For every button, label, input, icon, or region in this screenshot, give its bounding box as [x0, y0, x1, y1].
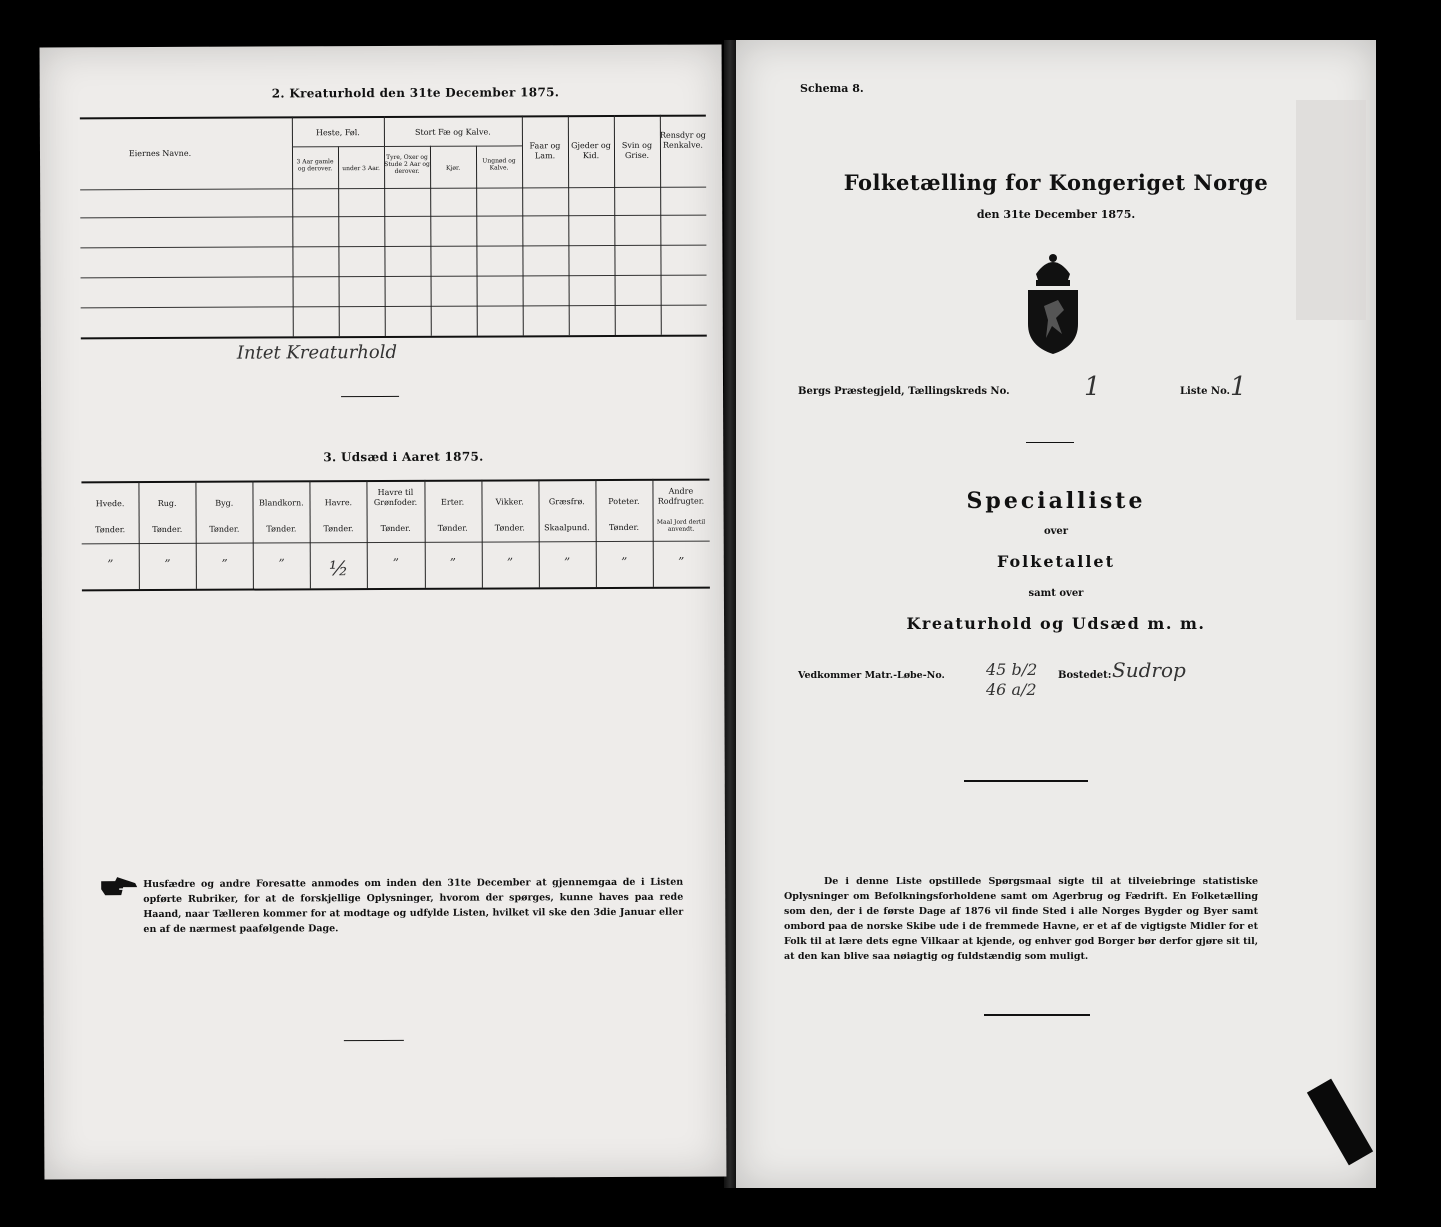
- header-cattle: Stort Fæ og Kalve.: [415, 127, 491, 137]
- left-page: [40, 45, 727, 1180]
- main-title: Folketælling for Kongeriget Norge: [843, 170, 1269, 195]
- header-bottom-rule: [80, 187, 706, 191]
- seed-col-unit: Tønder.: [608, 522, 640, 533]
- census-date: den 31te December 1875.: [976, 208, 1136, 221]
- header-horses-old: 3 Aar gamle og derover.: [296, 158, 334, 173]
- seed-value: ”: [221, 556, 228, 571]
- seed-value: ”: [278, 556, 285, 571]
- seed-value: ”: [621, 554, 628, 569]
- header-cattle-cows: Kjør.: [446, 164, 461, 172]
- header-sheep: Faar og Lam.: [529, 141, 561, 161]
- liste-no: 1: [1230, 372, 1247, 402]
- seed-col-unit: Tønder.: [494, 523, 525, 533]
- liste-label: Liste No.: [1180, 386, 1231, 397]
- seed-value: ”: [506, 555, 514, 570]
- seed-table-top: [81, 479, 709, 484]
- seed-table-bottom: [82, 587, 710, 592]
- seed-value: ”: [563, 555, 571, 570]
- schema-label: Schema 8.: [800, 82, 864, 95]
- seed-col-name: Rug.: [157, 498, 177, 508]
- kreds-no: 1: [1084, 372, 1101, 402]
- seed-col-name: Vikker.: [495, 497, 524, 507]
- col-line: [430, 146, 432, 336]
- header-pigs: Svin og Grise.: [621, 140, 653, 160]
- coat-of-arms-icon: [1022, 250, 1084, 356]
- seed-col-name: Blandkorn.: [258, 498, 304, 508]
- seed-col-name: Andre Rodfrugter.: [657, 486, 705, 506]
- separator: [964, 780, 1088, 782]
- handwritten-no-livestock: Intet Kreaturhold: [236, 341, 398, 364]
- separator: [341, 396, 399, 397]
- seed-value: ”: [107, 557, 114, 572]
- table-top-rule: [80, 115, 706, 120]
- seed-value: ½: [328, 556, 349, 581]
- seed-col-name: Erter.: [441, 497, 465, 507]
- over-label: over: [1043, 526, 1069, 537]
- header-goats: Gjeder og Kid.: [571, 141, 611, 161]
- section3-title: 3. Udsæd i Aaret 1875.: [323, 449, 484, 465]
- seed-value: ”: [392, 555, 399, 570]
- seed-value: ”: [449, 555, 456, 570]
- header-cattle-young: Ungnød og Kalve.: [482, 157, 516, 172]
- seed-value: ”: [678, 554, 685, 569]
- seed-col-unit: Tønder.: [323, 524, 354, 534]
- specialliste-title: Specialliste: [966, 488, 1146, 514]
- purpose-note: De i denne Liste opstillede Spørgsmaal sigte til at tilveiebringe statistiske Oplysninger om Befolkningsforholdene samt om Agerbrug og Fædrift. En Folketælling som den, der i de første Dage af 1876 vil finde Sted i alle Norges Bygder og Byer samt ombord paa de norske Skibe ude i de fremmede Havne, er et af de vigtigste Midler for et Folk til at lære dets egne Vilkaar at kjende, og enhver god Borger bør derfor gjøre sit til, at den kan blive saa nøiagtig og fuldstændig som muligt.: [784, 876, 1258, 962]
- matr-label: Vedkommer Matr.-Løbe-No.: [798, 670, 945, 681]
- samt-over-label: samt over: [1028, 588, 1084, 599]
- book-spine: [724, 40, 736, 1188]
- right-page: [736, 40, 1376, 1188]
- matr-value-1: 45 b/2: [986, 660, 1038, 679]
- instruction-note: Husfædre og andre Foresatte anmodes om inden den 31te December at gjennemgaa de i Listen opførte Rubriker, for at de forskjellige Oplysninger, hvorom der spørges, kunne haves paa rede Haand, naar Tælleren kommer for at modtage og udfylde Listen, hvilket vil ske den 3die Januar eller en af de nærmest paafølgende Dage.: [143, 876, 684, 936]
- col-line: [292, 116, 294, 336]
- seed-value: ”: [164, 556, 171, 571]
- seed-col-unit: Tønder.: [152, 524, 183, 535]
- seed-col-name: Havre til Grønfoder.: [373, 487, 418, 508]
- kreaturhold-label: Kreaturhold og Udsæd m. m.: [906, 614, 1206, 633]
- seed-col-unit: Skaalpund.: [544, 523, 590, 533]
- row-line: [81, 305, 707, 309]
- seed-col-name: Havre.: [324, 498, 353, 508]
- separator: [984, 1014, 1090, 1016]
- section2-title: 2. Kreaturhold den 31te December 1875.: [271, 85, 560, 101]
- header-horses-young: under 3 Aar.: [342, 165, 380, 173]
- row-line: [81, 275, 707, 279]
- seed-col-name: Græsfrø.: [548, 497, 585, 507]
- col-line: [384, 116, 386, 336]
- row-line: [80, 215, 706, 219]
- bosted-value: Sudrop: [1112, 658, 1186, 682]
- col-line: [338, 146, 340, 336]
- seed-col-unit: Tønder.: [209, 524, 240, 534]
- seed-col-name: Poteter.: [608, 496, 640, 507]
- seed-col-unit: Tønder.: [266, 524, 297, 534]
- pointing-hand-icon: [99, 875, 139, 899]
- folketallet-label: Folketallet: [997, 552, 1115, 571]
- seed-col-name: Byg.: [215, 498, 234, 508]
- subheader-rule: [292, 145, 522, 147]
- table-bottom-rule: [81, 335, 707, 340]
- separator: [344, 1040, 404, 1041]
- seed-col-unit: Maal Jord dertil anvendt.: [656, 518, 706, 533]
- header-cattle-bulls: Tyre, Oxer og Stude 2 Aar og derover.: [384, 153, 430, 175]
- seed-col-name: Hvede.: [95, 499, 125, 509]
- seed-header-rule: [82, 541, 710, 545]
- header-owner: Eiernes Navne.: [128, 148, 192, 159]
- header-reindeer: Rensdyr og Renkalve.: [659, 130, 706, 150]
- seed-col-unit: Tønder.: [95, 525, 126, 535]
- col-line: [476, 146, 478, 336]
- seed-col-unit: Tønder.: [380, 523, 411, 534]
- seed-col-unit: Tønder.: [437, 523, 468, 533]
- bosted-label: Bostedet:: [1058, 670, 1112, 681]
- header-horses: Heste, Føl.: [315, 128, 360, 138]
- matr-value-2: 46 a/2: [986, 680, 1037, 699]
- parish-label: Bergs Præstegjeld, Tællingskreds No.: [798, 386, 1010, 397]
- row-line: [80, 245, 706, 249]
- separator: [1026, 442, 1074, 443]
